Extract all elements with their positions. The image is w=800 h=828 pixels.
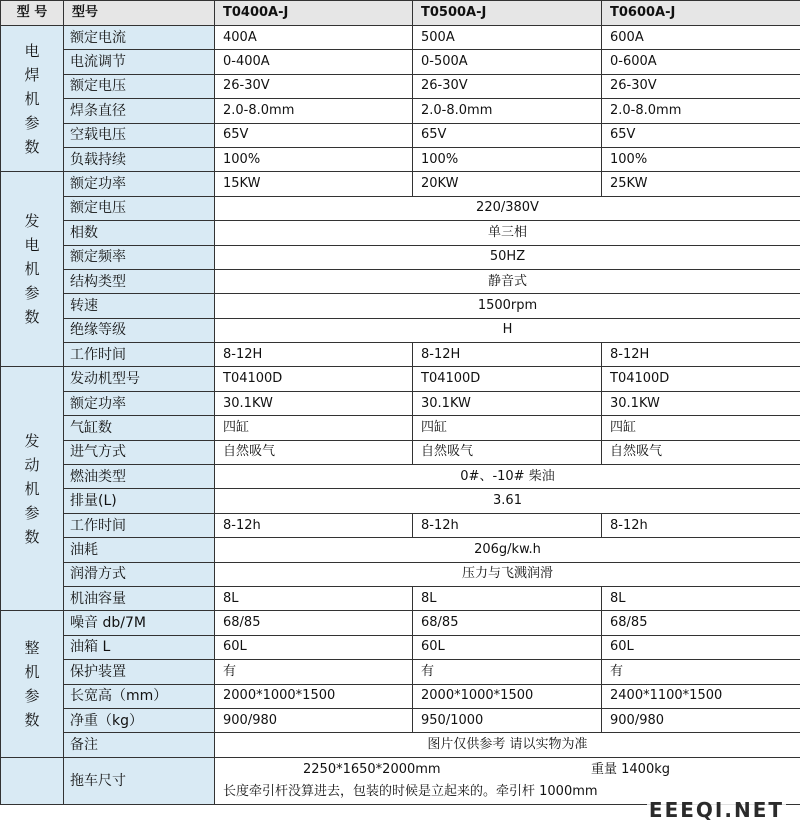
param-label: 排量(L) bbox=[64, 489, 215, 513]
param-label: 机油容量 bbox=[64, 586, 215, 610]
table-row bbox=[1, 221, 800, 245]
cell: T04100D bbox=[413, 367, 602, 391]
type-header: 型 号 bbox=[1, 1, 64, 26]
cell: 8-12H bbox=[413, 343, 602, 367]
param-label: 保护装置 bbox=[64, 660, 215, 684]
param-label: 电流调节 bbox=[64, 50, 215, 74]
cell: 65V bbox=[602, 123, 800, 147]
cell: 100% bbox=[602, 147, 800, 171]
table-row bbox=[1, 367, 800, 391]
cell: 自然吸气 bbox=[215, 440, 413, 464]
cell: 8L bbox=[602, 586, 800, 610]
merged-cell: 单三相 bbox=[215, 221, 800, 245]
cell: 20KW bbox=[413, 172, 602, 196]
param-label: 焊条直径 bbox=[64, 99, 215, 123]
cell: 68/85 bbox=[602, 611, 800, 635]
param-label: 长宽高（mm） bbox=[64, 684, 215, 708]
cell: 自然吸气 bbox=[413, 440, 602, 464]
group-generator: 发电机参数 bbox=[1, 172, 64, 367]
cell: 950/1000 bbox=[413, 708, 602, 732]
cell: 8L bbox=[215, 586, 413, 610]
header-row bbox=[1, 1, 800, 26]
table-row bbox=[1, 343, 800, 367]
site-watermark: EEEQI.NET bbox=[648, 798, 784, 822]
cell: 100% bbox=[413, 147, 602, 171]
cell: 8-12h bbox=[413, 513, 602, 537]
cell: 15KW bbox=[215, 172, 413, 196]
table-row bbox=[1, 245, 800, 269]
cell: 有 bbox=[413, 660, 602, 684]
merged-cell: 220/380V bbox=[215, 196, 800, 220]
cell: 900/980 bbox=[602, 708, 800, 732]
table-row bbox=[1, 196, 800, 220]
cell: 600A bbox=[602, 26, 800, 50]
param-label: 绝缘等级 bbox=[64, 318, 215, 342]
cell: 26-30V bbox=[215, 74, 413, 98]
param-label: 转速 bbox=[64, 294, 215, 318]
group-empty bbox=[1, 757, 64, 804]
param-label: 额定功率 bbox=[64, 391, 215, 415]
cell: 四缸 bbox=[413, 416, 602, 440]
cell: 2.0-8.0mm bbox=[602, 99, 800, 123]
table-row bbox=[1, 391, 800, 415]
cell: 2.0-8.0mm bbox=[215, 99, 413, 123]
cell: 自然吸气 bbox=[602, 440, 800, 464]
table-row bbox=[1, 172, 800, 196]
cell: 68/85 bbox=[413, 611, 602, 635]
group-machine: 整机参数 bbox=[1, 611, 64, 757]
param-label: 噪音 db/7M bbox=[64, 611, 215, 635]
table-row bbox=[1, 99, 800, 123]
cell: 400A bbox=[215, 26, 413, 50]
table-row bbox=[1, 513, 800, 537]
cell: 30.1KW bbox=[413, 391, 602, 415]
group-welder: 电焊机参数 bbox=[1, 26, 64, 172]
model-name: T0600A-J bbox=[602, 1, 800, 26]
model-name: T0400A-J bbox=[215, 1, 413, 26]
model-name: T0500A-J bbox=[413, 1, 602, 26]
cell: 100% bbox=[215, 147, 413, 171]
cell: 60L bbox=[413, 635, 602, 659]
cell: 0-500A bbox=[413, 50, 602, 74]
param-label: 额定电压 bbox=[64, 74, 215, 98]
cell: 2000*1000*1500 bbox=[215, 684, 413, 708]
param-label: 空载电压 bbox=[64, 123, 215, 147]
param-label: 油耗 bbox=[64, 538, 215, 562]
merged-cell: 静音式 bbox=[215, 269, 800, 293]
param-label: 额定频率 bbox=[64, 245, 215, 269]
param-label: 拖车尺寸 bbox=[64, 757, 215, 804]
cell: 900/980 bbox=[215, 708, 413, 732]
cell: 60L bbox=[602, 635, 800, 659]
table-row bbox=[1, 440, 800, 464]
cell: 8-12H bbox=[215, 343, 413, 367]
cell: 65V bbox=[215, 123, 413, 147]
merged-cell: 50HZ bbox=[215, 245, 800, 269]
merged-cell: H bbox=[215, 318, 800, 342]
cell: 25KW bbox=[602, 172, 800, 196]
trailer-dims-line bbox=[303, 760, 800, 780]
param-label: 气缸数 bbox=[64, 416, 215, 440]
cell: 8-12h bbox=[215, 513, 413, 537]
param-label: 备注 bbox=[64, 733, 215, 757]
param-label: 净重（kg） bbox=[64, 708, 215, 732]
param-label: 工作时间 bbox=[64, 513, 215, 537]
table-row bbox=[1, 489, 800, 513]
cell: 有 bbox=[602, 660, 800, 684]
cell: 四缸 bbox=[215, 416, 413, 440]
trailer-note: 长度牵引杆没算进去，包装的时候是立起来的。牵引杆 1000mm bbox=[223, 783, 598, 799]
table-row bbox=[1, 416, 800, 440]
table-row bbox=[1, 318, 800, 342]
cell: 2.0-8.0mm bbox=[413, 99, 602, 123]
table-row bbox=[1, 538, 800, 562]
param-label: 工作时间 bbox=[64, 343, 215, 367]
merged-cell: 压力与飞溅润滑 bbox=[215, 562, 800, 586]
param-label: 额定电压 bbox=[64, 196, 215, 220]
cell: T04100D bbox=[215, 367, 413, 391]
param-label: 润滑方式 bbox=[64, 562, 215, 586]
param-label: 进气方式 bbox=[64, 440, 215, 464]
table-row bbox=[1, 586, 800, 610]
table-row bbox=[1, 50, 800, 74]
group-engine: 发动机参数 bbox=[1, 367, 64, 611]
table-row bbox=[1, 269, 800, 293]
param-label: 发动机型号 bbox=[64, 367, 215, 391]
param-label: 燃油类型 bbox=[64, 465, 215, 489]
cell: 65V bbox=[413, 123, 602, 147]
cell: T04100D bbox=[602, 367, 800, 391]
trailer-dims: 2250*1650*2000mm bbox=[303, 761, 441, 777]
merged-cell: 3.61 bbox=[215, 489, 800, 513]
table-row bbox=[1, 74, 800, 98]
cell: 30.1KW bbox=[602, 391, 800, 415]
cell: 2400*1100*1500 bbox=[602, 684, 800, 708]
table-row bbox=[1, 684, 800, 708]
cell: 30.1KW bbox=[215, 391, 413, 415]
table-row bbox=[1, 26, 800, 50]
cell: 0-600A bbox=[602, 50, 800, 74]
model-header: 型号 bbox=[64, 1, 215, 26]
cell: 8L bbox=[413, 586, 602, 610]
cell: 8-12h bbox=[602, 513, 800, 537]
param-label: 额定功率 bbox=[64, 172, 215, 196]
table-row bbox=[1, 611, 800, 635]
param-label: 负载持续 bbox=[64, 147, 215, 171]
param-label: 相数 bbox=[64, 221, 215, 245]
merged-cell: 206g/kw.h bbox=[215, 538, 800, 562]
cell: 8-12H bbox=[602, 343, 800, 367]
table-row bbox=[1, 123, 800, 147]
table-row bbox=[1, 562, 800, 586]
table-row bbox=[1, 294, 800, 318]
cell: 26-30V bbox=[602, 74, 800, 98]
remarks-cell: 图片仅供参考 请以实物为准 bbox=[215, 733, 800, 757]
param-label: 额定电流 bbox=[64, 26, 215, 50]
table-row bbox=[1, 660, 800, 684]
table-row bbox=[1, 147, 800, 171]
trailer-weight: 重量 1400kg bbox=[591, 761, 670, 777]
merged-cell: 1500rpm bbox=[215, 294, 800, 318]
cell: 有 bbox=[215, 660, 413, 684]
cell: 60L bbox=[215, 635, 413, 659]
table-row bbox=[1, 635, 800, 659]
merged-cell: 0#、-10# 柴油 bbox=[215, 465, 800, 489]
cell: 0-400A bbox=[215, 50, 413, 74]
cell: 2000*1000*1500 bbox=[413, 684, 602, 708]
cell: 26-30V bbox=[413, 74, 602, 98]
table-row bbox=[1, 465, 800, 489]
cell: 500A bbox=[413, 26, 602, 50]
param-label: 结构类型 bbox=[64, 269, 215, 293]
table-row bbox=[1, 733, 800, 757]
table-row bbox=[1, 708, 800, 732]
param-label: 油箱 L bbox=[64, 635, 215, 659]
cell: 四缸 bbox=[602, 416, 800, 440]
cell: 68/85 bbox=[215, 611, 413, 635]
